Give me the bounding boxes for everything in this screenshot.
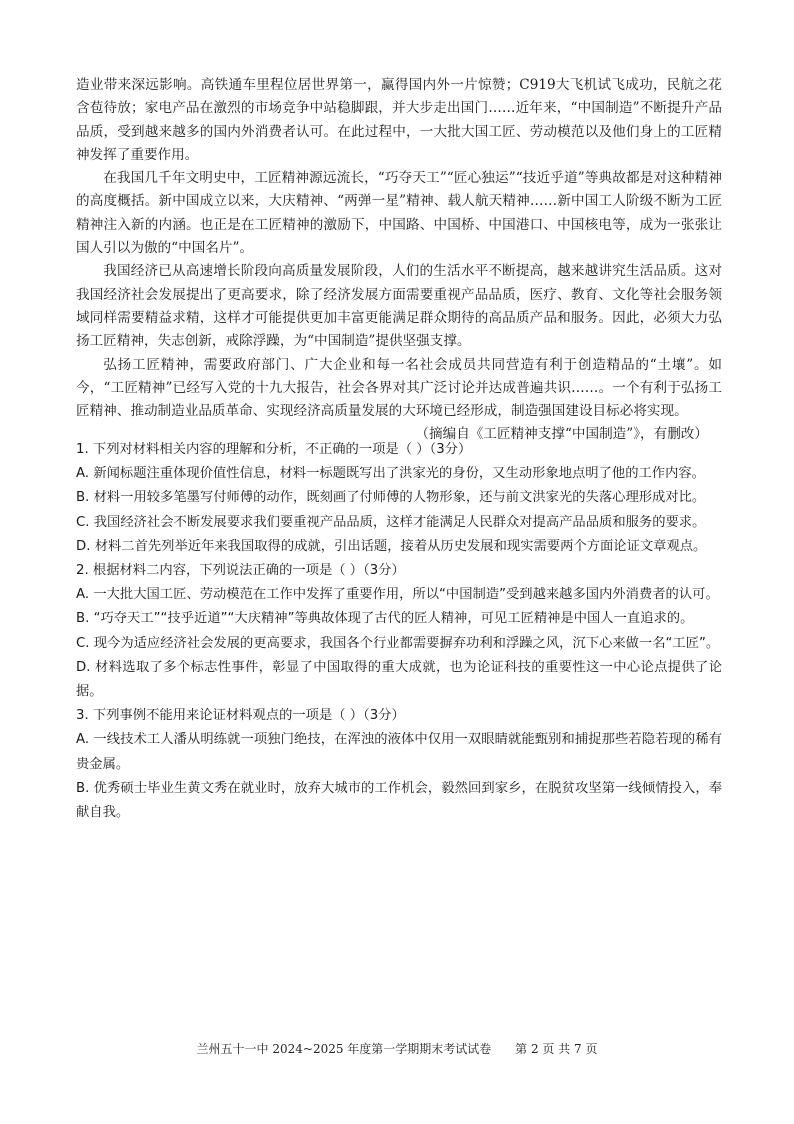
passage-source: （摘编自《工匠精神支撑“中国制造”》，有删改） [415,426,708,443]
option-b: B. 材料一用较多笔墨写付师傅的动作，既刻画了付师傅的人物形象，还与前文洪家光的失落心理形成对比。 [76,490,706,506]
passage-paragraph-1: 造业带来深远影响。高铁通车里程位居世界第一，赢得国内外一片惊赞；C919大飞机试飞成功，民航之花含苞待放；家电产品在激烈的市场竞争中站稳脚跟，并大步走出国门……近年来，“中国制造”不断提升产品品质，受到越来越多的国内外消费者认可。在此过程中，一大批大国工匠、劳动模范以及他们身上的工匠精神发挥了重要作用。 [76,77,722,163]
option-a: A. 一线技术工人潘从明练就一项独门绝技，在浑浊的液体中仅用一双眼睛就能甄别和捕捉那些若隐若现的稀有贵金属。 [76,732,722,772]
question-3 [76,704,722,825]
question-stem: 3. 下列事例不能用来论证材料观点的一项是（ ）（3分） [76,708,405,724]
option-c: C. 现今为适应经济社会发展的更高要求，我国各个行业都需要摒弃功利和浮躁之风，沉下心来做一名“工匠”。 [76,635,720,651]
option-d: D. 材料二首先列举近年来我国取得的成就，引出话题，接着从历史发展和现实需要两个方面论证文章观点。 [76,538,707,554]
question-1 [76,438,722,559]
option-c: C. 我国经济社会不断发展要求我们要重视产品品质，这样才能满足人民群众对提高产品品质和服务的要求。 [76,514,706,530]
question-list [76,438,722,825]
option-b: B. “巧夺天工”“技乎近道”“大庆精神”等典故体现了古代的匠人精神，可见工匠精神是中国人一直追求的。 [76,611,694,627]
reading-passage [76,74,722,447]
option-a: A. 新闻标题注重体现价值性信息，材料一标题既写出了洪家光的身份，又生动形象地点明了他的工作内容。 [76,466,705,482]
passage-paragraph-4: 弘扬工匠精神，需要政府部门、广大企业和每一名社会成员共同营造有利于创造精品的“土壤”。如今，“工匠精神”已经写入党的十九大报告，社会各界对其广泛讨论并达成普遍共识……。一个有利于弘扬工匠精神、推动制造业品质革命、实现经济高质量发展的大环境已经形成，制造强国建设目标必将实现。 [76,356,722,420]
option-d: D. 材料选取了多个标志性事件，彰显了中国取得的重大成就，也为论证科技的重要性这一中心论点提供了论据。 [76,659,722,700]
question-stem: 2. 根据材料二内容，下列说法正确的一项是（ ）（3分） [76,563,405,579]
page-footer [0,1040,794,1057]
passage-paragraph-2: 在我国几千年文明史中，工匠精神源远流长，“巧夺天工”“匠心独运”“技近乎道”等典故都是对这种精神的高度概括。新中国成立以来，大庆精神、“两弹一星”精神、载人航天精神……新中国工人阶级不断为工匠精神注入新的内涵。也正是在工匠精神的激励下，中国路、中国桥、中国港口、中国核电等，成为一张张让国人引以为傲的“中国名片”。 [76,170,722,257]
page-number: 第 2 页 共 7 页 [515,1042,598,1056]
option-b: B. 优秀硕士毕业生黄文秀在就业时，放弃大城市的工作机会，毅然回到家乡，在脱贫攻坚第一线倾情投入，奉献自我。 [76,780,722,821]
exam-title: 兰州五十一中 2024~2025 年度第一学期期末考试试卷 [196,1042,492,1056]
passage-paragraph-3: 我国经济已从高速增长阶段向高质量发展阶段，人们的生活水平不断提高，越来越讲究生活品质。这对我国经济社会发展提出了更高要求，除了经济发展方面需要重视产品品质，医疗、教育、文化等社会服务领域同样需要精益求精，这样才可能提供更加丰富更能满足群众期待的高品质产品和服务。因此，必须大力弘扬工匠精神，失志创新，戒除浮躁，为“中国制造”提供坚强支撑。 [76,263,722,350]
question-stem: 1. 下列对材料相关内容的理解和分析，不正确的一项是（ ）（3分） [76,442,472,457]
question-2 [76,559,722,704]
option-a: A. 一大批大国工匠、劳动模范在工作中发挥了重要作用，所以“中国制造”受到越来越多国内外消费者的认可。 [76,587,719,603]
